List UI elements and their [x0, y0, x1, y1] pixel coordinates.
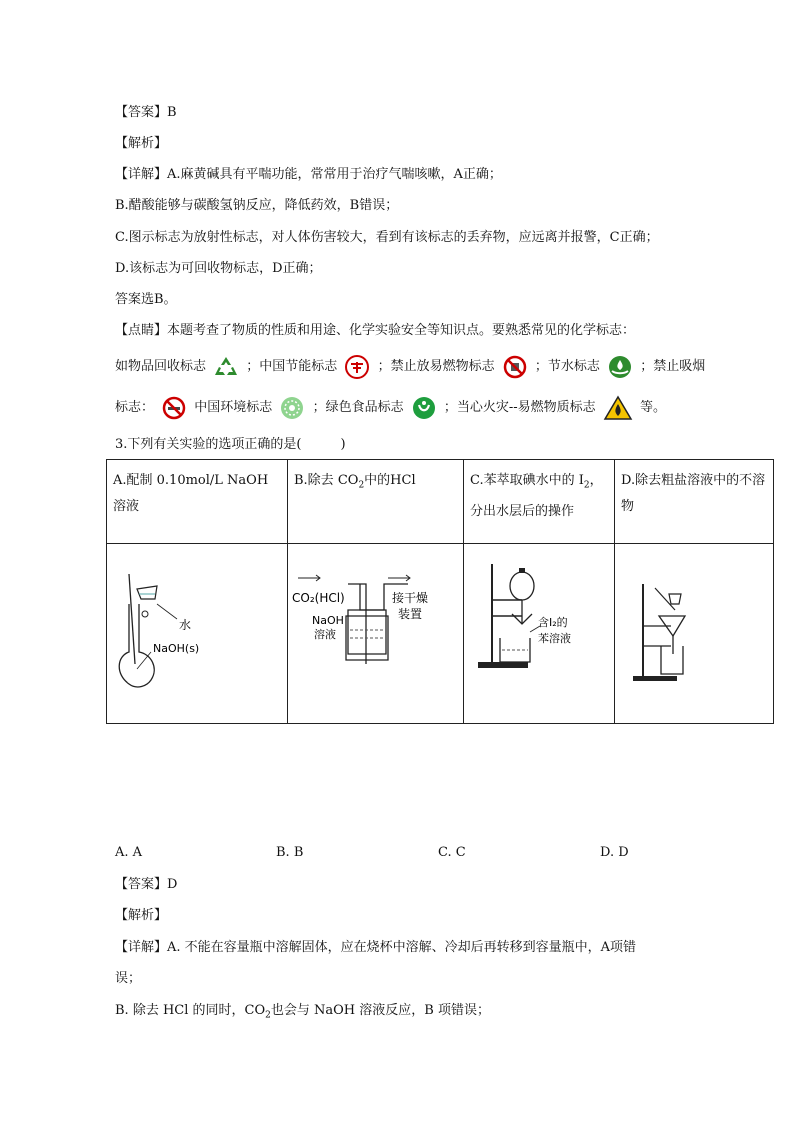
energy-saving-icon [344, 354, 370, 380]
detail-2b: 误； [115, 971, 142, 986]
no-smoking-icon [161, 395, 187, 421]
signs-line-1 [115, 353, 705, 381]
sign-text: ；当心火灾--易燃物质标志 [443, 400, 596, 415]
sign-text: ；节水标志 [534, 359, 600, 374]
figure-a [107, 544, 288, 724]
dry-label-2: 装置 [398, 607, 423, 621]
dry-label-1: 接干燥 [392, 591, 429, 605]
analysis-2: 【解析】 [115, 908, 168, 923]
green-food-icon [411, 395, 437, 421]
recycle-icon [213, 354, 239, 380]
figure-c [464, 544, 615, 724]
line-d: D.该标志为可回收物标志，D正确； [115, 261, 322, 276]
sign-text: 如物品回收标志 [115, 359, 207, 374]
separatory-funnel-figure [464, 544, 612, 719]
cell-a: A.配制 0.10mol/L NaOH溶液 [107, 460, 288, 544]
environment-label-icon [279, 395, 305, 421]
question: 3.下列有关实验的选项正确的是( ) [115, 437, 346, 452]
water-saving-icon [607, 354, 633, 380]
sign-text: 等。 [639, 400, 666, 415]
naoh-label: NaOH [312, 614, 344, 627]
tip: 【点睛】本题考查了物质的性质和用途、化学实验安全等知识点。要熟悉常见的化学标志： [115, 323, 636, 338]
analysis-1: 【解析】 [115, 136, 168, 151]
answer-2: 【答案】D [115, 877, 178, 892]
line-b: B.醋酸能够与碳酸氢钠反应，降低药效，B错误； [115, 198, 399, 213]
water-label: 水 [179, 618, 192, 632]
line-c: C.图示标志为放射性标志，对人体伤害较大，看到有该标志的丢弃物，应远离并报警，C正确； [115, 230, 659, 245]
cell-d: D.除去粗盐溶液中的不溶物 [615, 460, 774, 544]
i2-label: 含I₂的 [538, 616, 568, 629]
detail-3: B. 除去 HCl 的同时，$CO_2$也会与 NaOH 溶液反应，B 项错误； [115, 1003, 490, 1021]
cell-b: B.除去 $CO_2$中的HCl [288, 460, 464, 544]
naoh-solid-label: NaOH(s) [153, 642, 200, 655]
choose: 答案选B。 [115, 292, 177, 307]
option-d: D. D [600, 845, 629, 860]
gas-wash-bottle-figure [288, 544, 461, 719]
figure-d [615, 544, 774, 724]
option-c: C. C [438, 845, 466, 860]
answer-1: 【答案】B [115, 105, 177, 120]
option-a: A. A [115, 845, 143, 860]
options-table [106, 459, 774, 724]
signs-line-2 [115, 394, 666, 422]
volumetric-flask-figure [107, 544, 285, 719]
option-b: B. B [276, 845, 304, 860]
figure-b [288, 544, 464, 724]
detail-2: 【详解】A. 不能在容量瓶中溶解固体，应在烧杯中溶解、冷却后再转移到容量瓶中，A项错 [115, 940, 637, 955]
sign-text: ；禁止吸烟 [640, 359, 706, 374]
sign-text: ；中国节能标志 [246, 359, 338, 374]
cell-c: C.苯萃取碘水中的 $I_2$，分出水层后的操作 [464, 460, 615, 544]
gas-label: CO₂(HCl) [292, 591, 345, 605]
sign-text: 标志： [115, 400, 155, 415]
sign-text: ；禁止放易燃物标志 [377, 359, 495, 374]
benzene-solution-label: 苯溶液 [538, 632, 571, 645]
sign-text: ；绿色食品标志 [312, 400, 404, 415]
solution-label: 溶液 [314, 628, 336, 641]
sign-text: 中国环境标志 [194, 400, 273, 415]
fire-warning-icon [603, 395, 633, 421]
filtration-figure [615, 544, 771, 719]
no-flammables-icon [502, 354, 528, 380]
detail-1: 【详解】A.麻黄碱具有平喘功能，常常用于治疗气喘咳嗽，A正确； [115, 167, 502, 182]
